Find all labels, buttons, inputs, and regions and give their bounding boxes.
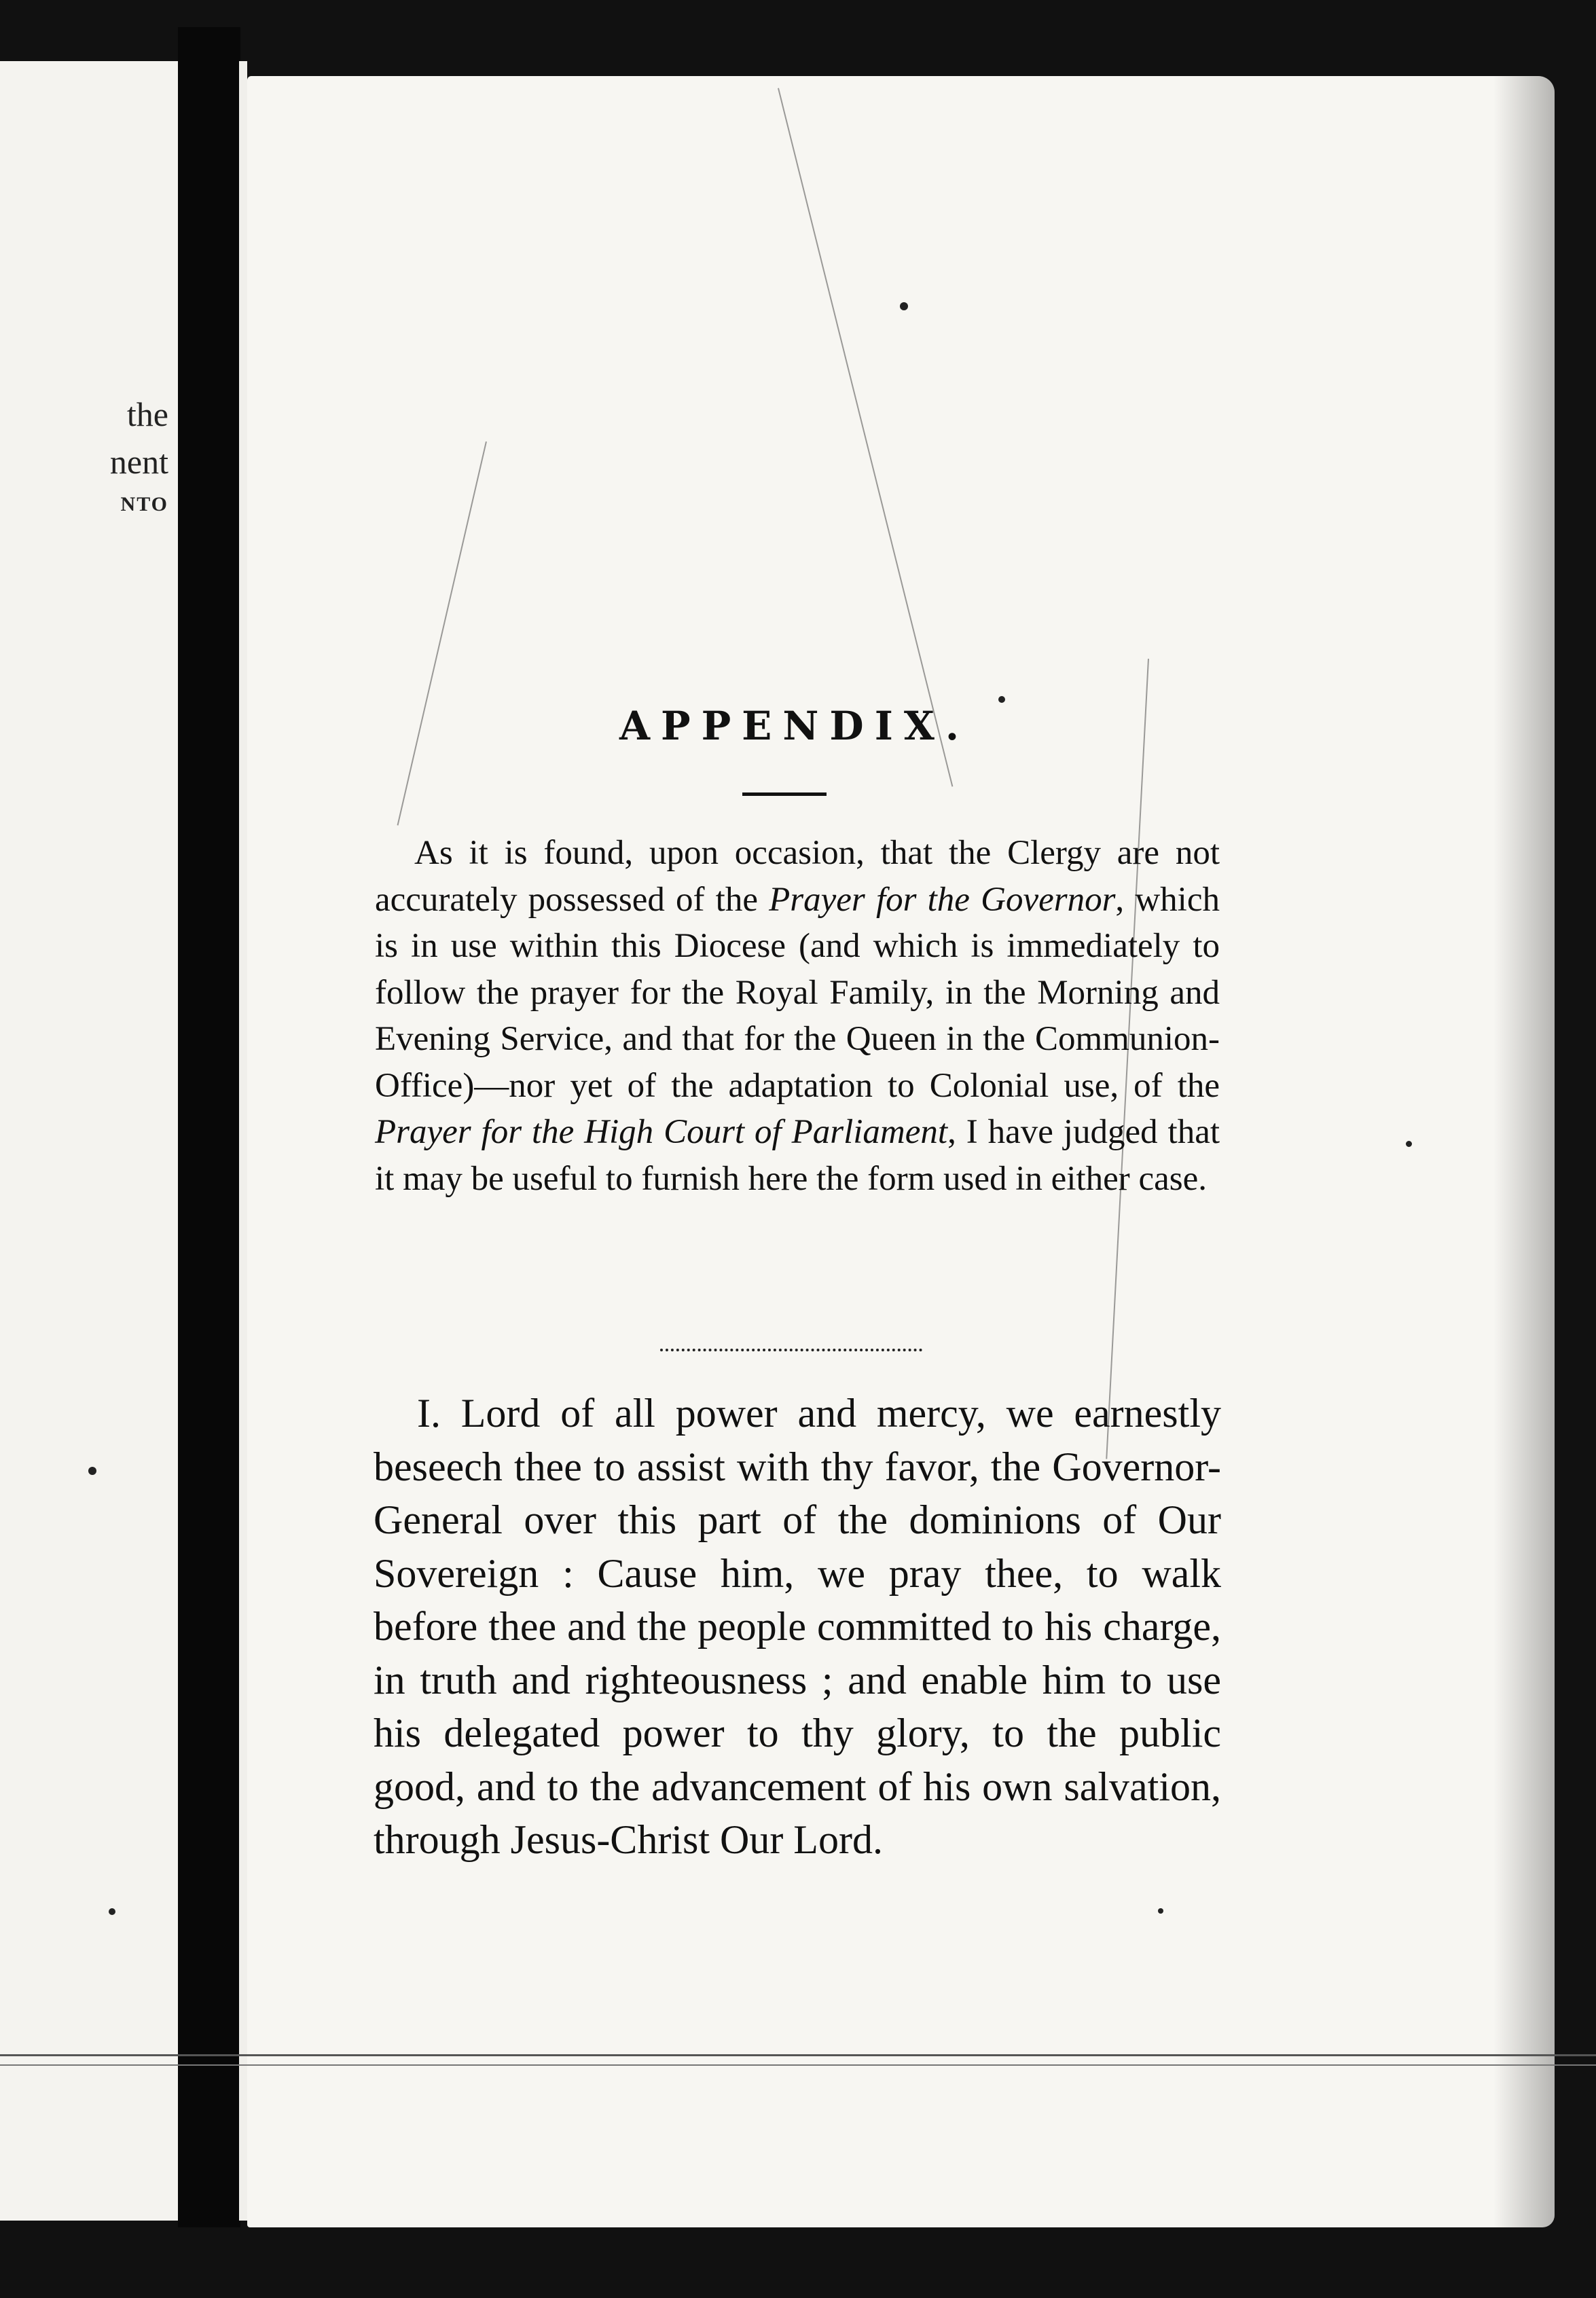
ink-speck [1158,1908,1163,1914]
gutter-edge [239,61,247,2221]
left-page-fragment: the [126,395,168,433]
left-page-fragment: nent [109,443,168,481]
intro-text: As it is found, upon occasion, that the Clergy are not accurately possessed of the [375,834,1220,919]
book-gutter [178,27,240,2227]
intro-text: , which is in use within this Diocese (and which is immediately to follow the prayer for the Royal Family, in the Morning and Evening Service, and that for the Queen in the Communion-Office)—nor yet of the adaptation to Colonial use, of the [375,880,1220,1105]
prayer-text: I. Lord of all power and mercy, we earnestly beseech thee to assist with thy favor, the Governor-General over this part of the dominions of Our Sovereign : Cause him, we pray thee, to walk before thee and the people committed to his charge, in truth and righteousness ; and enable him to use his delegated power to thy glory, to the public good, and to the advancement of his own salvation, through Jesus-Christ Our Lord. [374,1391,1221,1862]
bottom-rule [0,2054,1596,2066]
intro-italic-title: Prayer for the Governor [769,880,1116,919]
left-facing-page [0,61,178,2221]
page-edge-shadow [1493,76,1555,2227]
ink-speck [109,1908,115,1915]
ink-speck [1406,1141,1412,1147]
appendix-heading: APPENDIX. [619,703,971,749]
intro-italic-title: Prayer for the High Court of Parliament [375,1113,948,1151]
ink-speck [998,696,1005,703]
ink-speck [900,302,908,310]
prayer-paragraph [374,1387,1221,1867]
intro-paragraph [375,830,1220,1202]
ink-speck [88,1467,96,1475]
intro-text: , I have judged that it may be useful to furnish here the form used in either case. [375,1113,1220,1198]
heading-rule [742,792,827,796]
section-divider [660,1349,922,1357]
left-page-fragment: NTO [120,493,168,515]
